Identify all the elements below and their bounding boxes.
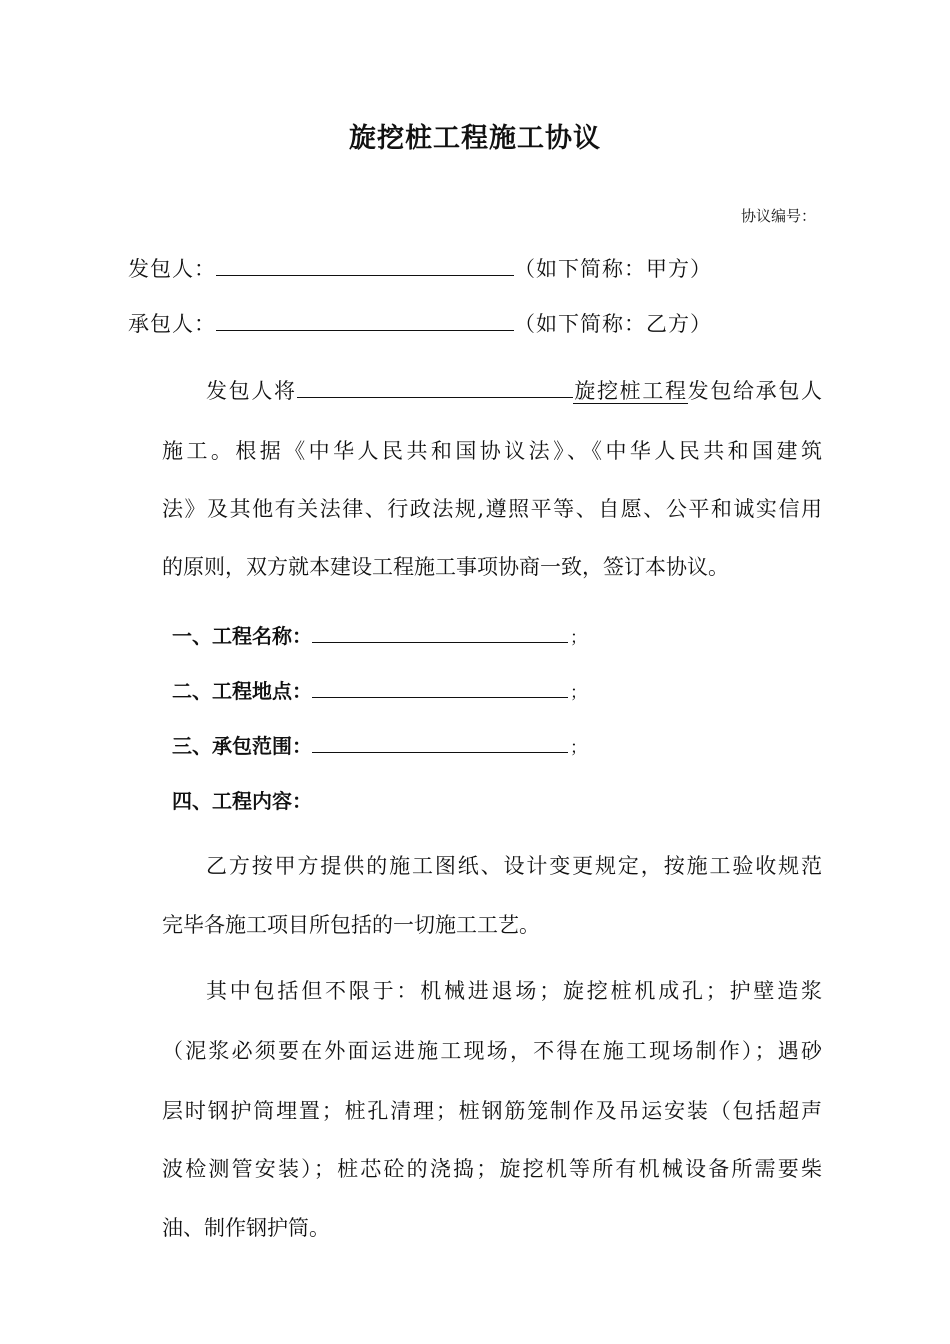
item-project-name-blank[interactable] — [312, 642, 568, 643]
content-p2-line-1: 其中包括但不限于：机械进退场；旋挖桩机成孔；护壁造浆 — [206, 979, 822, 1003]
item-suffix: ； — [570, 683, 587, 703]
item-suffix: ； — [570, 738, 587, 758]
item-project-location-label: 二、工程地点： — [172, 679, 312, 703]
document-title: 旋挖桩工程施工协议 — [349, 123, 601, 154]
content-p2-line-3: 层时钢护筒埋置；桩孔清理；桩钢筋笼制作及吊运安装（包括超声 — [162, 1099, 822, 1123]
intro-project-name: 旋挖桩工程 — [572, 379, 688, 403]
party-employer-blank[interactable] — [216, 275, 514, 276]
party-employer-note: （如下简称：甲方） — [514, 257, 712, 281]
item-project-content — [172, 785, 312, 814]
party-contractor — [128, 308, 712, 338]
party-employer-label: 发包人： — [128, 257, 216, 281]
intro-line-2: 施工。根据《中华人民共和国协议法》、《中华人民共和国建筑 — [162, 439, 822, 463]
item-project-name-label: 一、工程名称： — [172, 624, 312, 648]
party-contractor-label: 承包人： — [128, 312, 216, 336]
content-p2-line-5: 油、制作钢护筒。 — [162, 1216, 330, 1240]
agreement-number-label: 协议编号： — [740, 207, 816, 225]
intro-rest: 发包给承包人 — [687, 379, 823, 403]
party-contractor-blank[interactable] — [216, 330, 514, 331]
item-contract-scope-blank[interactable] — [312, 752, 568, 753]
content-p1-line-2: 完毕各施工项目所包括的一切施工工艺。 — [162, 913, 540, 937]
item-project-name — [172, 620, 587, 649]
item-contract-scope-label: 三、承包范围： — [172, 734, 312, 758]
intro-line-1 — [206, 375, 822, 405]
party-employer — [128, 253, 712, 283]
intro-lead: 发包人将 — [206, 379, 297, 403]
party-contractor-note: （如下简称：乙方） — [514, 312, 712, 336]
intro-project-blank[interactable] — [297, 397, 573, 398]
item-project-content-label: 四、工程内容： — [172, 789, 312, 813]
item-suffix: ； — [570, 628, 587, 648]
item-project-location — [172, 675, 587, 704]
intro-line-4: 的原则，双方就本建设工程施工事项协商一致，签订本协议。 — [162, 555, 729, 579]
content-p2-line-2: （泥浆必须要在外面运进施工现场，不得在施工现场制作）；遇砂 — [162, 1039, 822, 1063]
content-p1-line-1: 乙方按甲方提供的施工图纸、设计变更规定，按施工验收规范 — [206, 854, 822, 878]
content-p2-line-4: 波检测管安装）；桩芯砼的浇捣；旋挖机等所有机械设备所需要柴 — [162, 1157, 822, 1181]
item-project-location-blank[interactable] — [312, 697, 568, 698]
intro-line-3: 法》及其他有关法律、行政法规,遵照平等、自愿、公平和诚实信用 — [162, 497, 822, 521]
item-contract-scope — [172, 730, 587, 759]
